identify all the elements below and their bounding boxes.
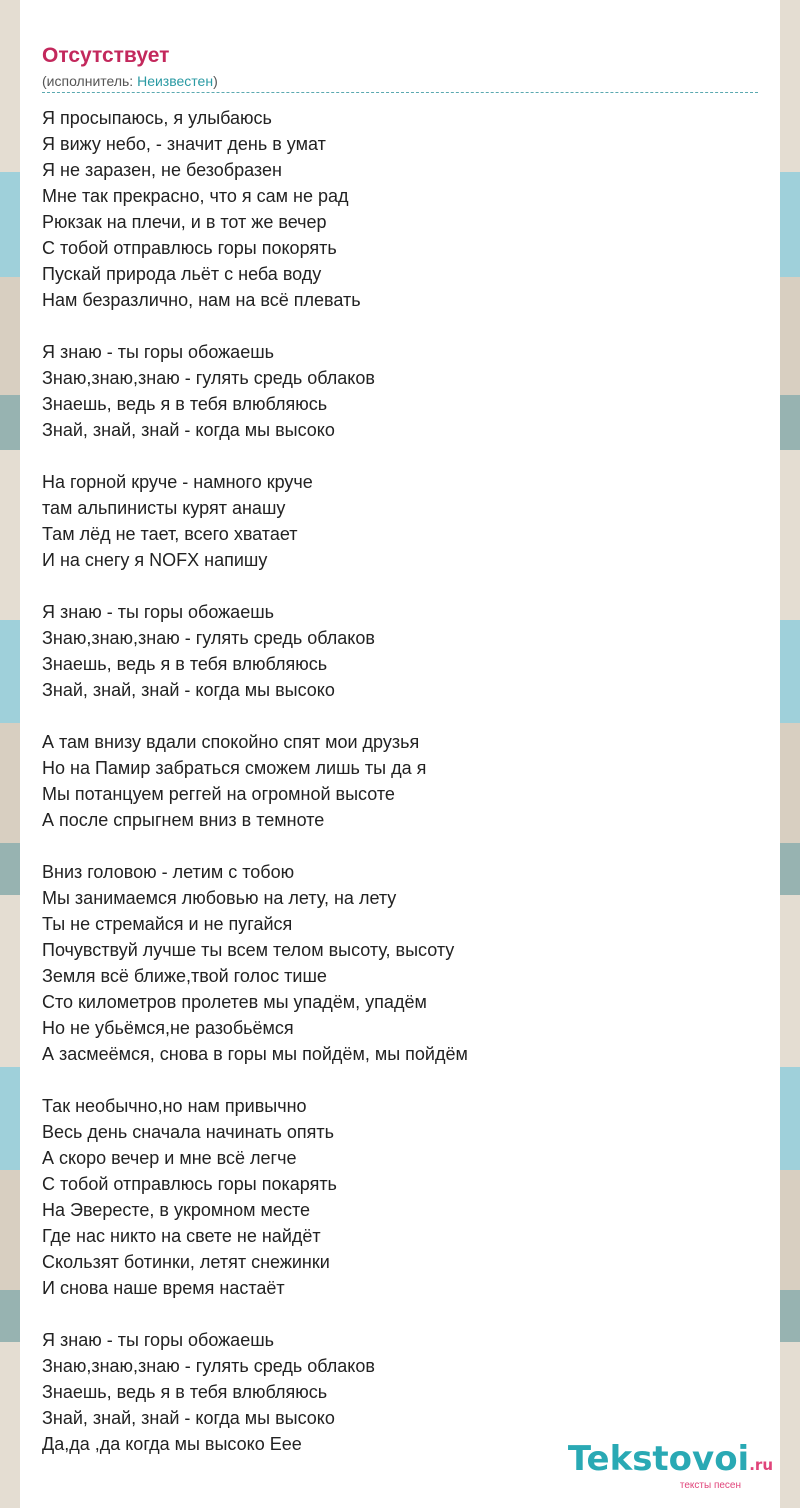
stanza: [42, 339, 762, 443]
lyric-line: Знаешь, ведь я в тебя влюбляюсь: [42, 394, 328, 414]
lyric-line: Я знаю - ты горы обожаешь: [42, 1330, 275, 1350]
stanza: [42, 599, 762, 703]
lyric-line: Почувствуй лучше ты всем телом высоту, высоту: [42, 940, 455, 960]
lyric-line: Да,да ,да когда мы высоко Еее: [42, 1434, 302, 1454]
lyric-line: Где нас никто на свете не найдёт: [42, 1226, 321, 1246]
title-divider: [42, 92, 758, 93]
lyric-line: Пускай природа льёт с неба воду: [42, 264, 322, 284]
stanza: [42, 729, 762, 833]
lyric-line: С тобой отправлюсь горы покарять: [42, 1174, 337, 1194]
lyrics-text: [42, 105, 762, 1483]
lyric-line: И снова наше время настаёт: [42, 1278, 285, 1298]
lyric-line: Я не заразен, не безобразен: [42, 160, 282, 180]
lyric-line: там альпинисты курят анашу: [42, 498, 286, 518]
artist-suffix: ): [213, 73, 218, 89]
lyric-line: А скоро вечер и мне всё легче: [42, 1148, 297, 1168]
logo-tagline: тексты песен: [679, 1480, 741, 1491]
lyric-line: Мы потанцуем реггей на огромной высоте: [42, 784, 395, 804]
logo-wordmark: Tekstovoi.ru: [567, 1439, 773, 1479]
lyric-line: Так необычно,но нам привычно: [42, 1096, 307, 1116]
stanza: [42, 105, 762, 313]
lyric-line: А там внизу вдали спокойно спят мои друзья: [42, 732, 420, 752]
lyric-line: Мне так прекрасно, что я сам не рад: [42, 186, 349, 206]
lyric-line: На Эвересте, в укромном месте: [42, 1200, 310, 1220]
lyric-line: Знаю,знаю,знаю - гулять средь облаков: [42, 368, 375, 388]
lyric-line: Скользят ботинки, летят снежинки: [42, 1252, 330, 1272]
stanza: [42, 1327, 762, 1457]
lyric-line: Рюкзак на плечи, и в тот же вечер: [42, 212, 327, 232]
lyric-line: Знаешь, ведь я в тебя влюбляюсь: [42, 1382, 328, 1402]
lyric-line: Знай, знай, знай - когда мы высоко: [42, 1408, 335, 1428]
lyric-line: Знаю,знаю,знаю - гулять средь облаков: [42, 628, 375, 648]
lyric-line: Я вижу небо, - значит день в умат: [42, 134, 326, 154]
lyric-line: Земля всё ближе,твой голос тише: [42, 966, 327, 986]
stanza: [42, 859, 762, 1067]
lyric-line: Я знаю - ты горы обожаешь: [42, 602, 275, 622]
lyric-line: Сто километров пролетев мы упадём, упадём: [42, 992, 427, 1012]
lyric-line: Знаю,знаю,знаю - гулять средь облаков: [42, 1356, 375, 1376]
lyrics-page: [20, 0, 780, 1508]
lyric-line: Я знаю - ты горы обожаешь: [42, 342, 275, 362]
artist-prefix: (исполнитель:: [42, 73, 138, 89]
site-logo[interactable]: [568, 1440, 773, 1491]
stanza: [42, 1093, 762, 1301]
lyric-line: Вниз головою - летим с тобою: [42, 862, 295, 882]
lyric-line: Мы занимаемся любовью на лету, на лету: [42, 888, 397, 908]
lyric-line: Нам безразлично, нам на всё плевать: [42, 290, 361, 310]
artist-link[interactable]: Неизвестен: [137, 73, 214, 89]
lyric-line: Но не убьёмся,не разобьёмся: [42, 1018, 294, 1038]
artist-line: [42, 73, 218, 89]
lyric-line: И на снегу я NOFX напишу: [42, 550, 268, 570]
lyric-line: А засмеёмся, снова в горы мы пойдём, мы пойдём: [42, 1044, 468, 1064]
lyric-line: Знай, знай, знай - когда мы высоко: [42, 680, 335, 700]
lyric-line: Весь день сначала начинать опять: [42, 1122, 334, 1142]
lyric-line: Там лёд не тает, всего хватает: [42, 524, 298, 544]
logo-tld: .ru: [749, 1456, 773, 1474]
song-title: Отсутствует: [42, 44, 170, 67]
lyric-line: А после спрыгнем вниз в темноте: [42, 810, 325, 830]
lyric-line: На горной круче - намного круче: [42, 472, 313, 492]
lyric-line: Я просыпаюсь, я улыбаюсь: [42, 108, 272, 128]
stanza: [42, 469, 762, 573]
lyric-line: Знай, знай, знай - когда мы высоко: [42, 420, 335, 440]
lyric-line: Но на Памир забраться сможем лишь ты да я: [42, 758, 427, 778]
lyric-line: Ты не стремайся и не пугайся: [42, 914, 293, 934]
lyric-line: Знаешь, ведь я в тебя влюбляюсь: [42, 654, 328, 674]
lyric-line: С тобой отправлюсь горы покорять: [42, 238, 337, 258]
